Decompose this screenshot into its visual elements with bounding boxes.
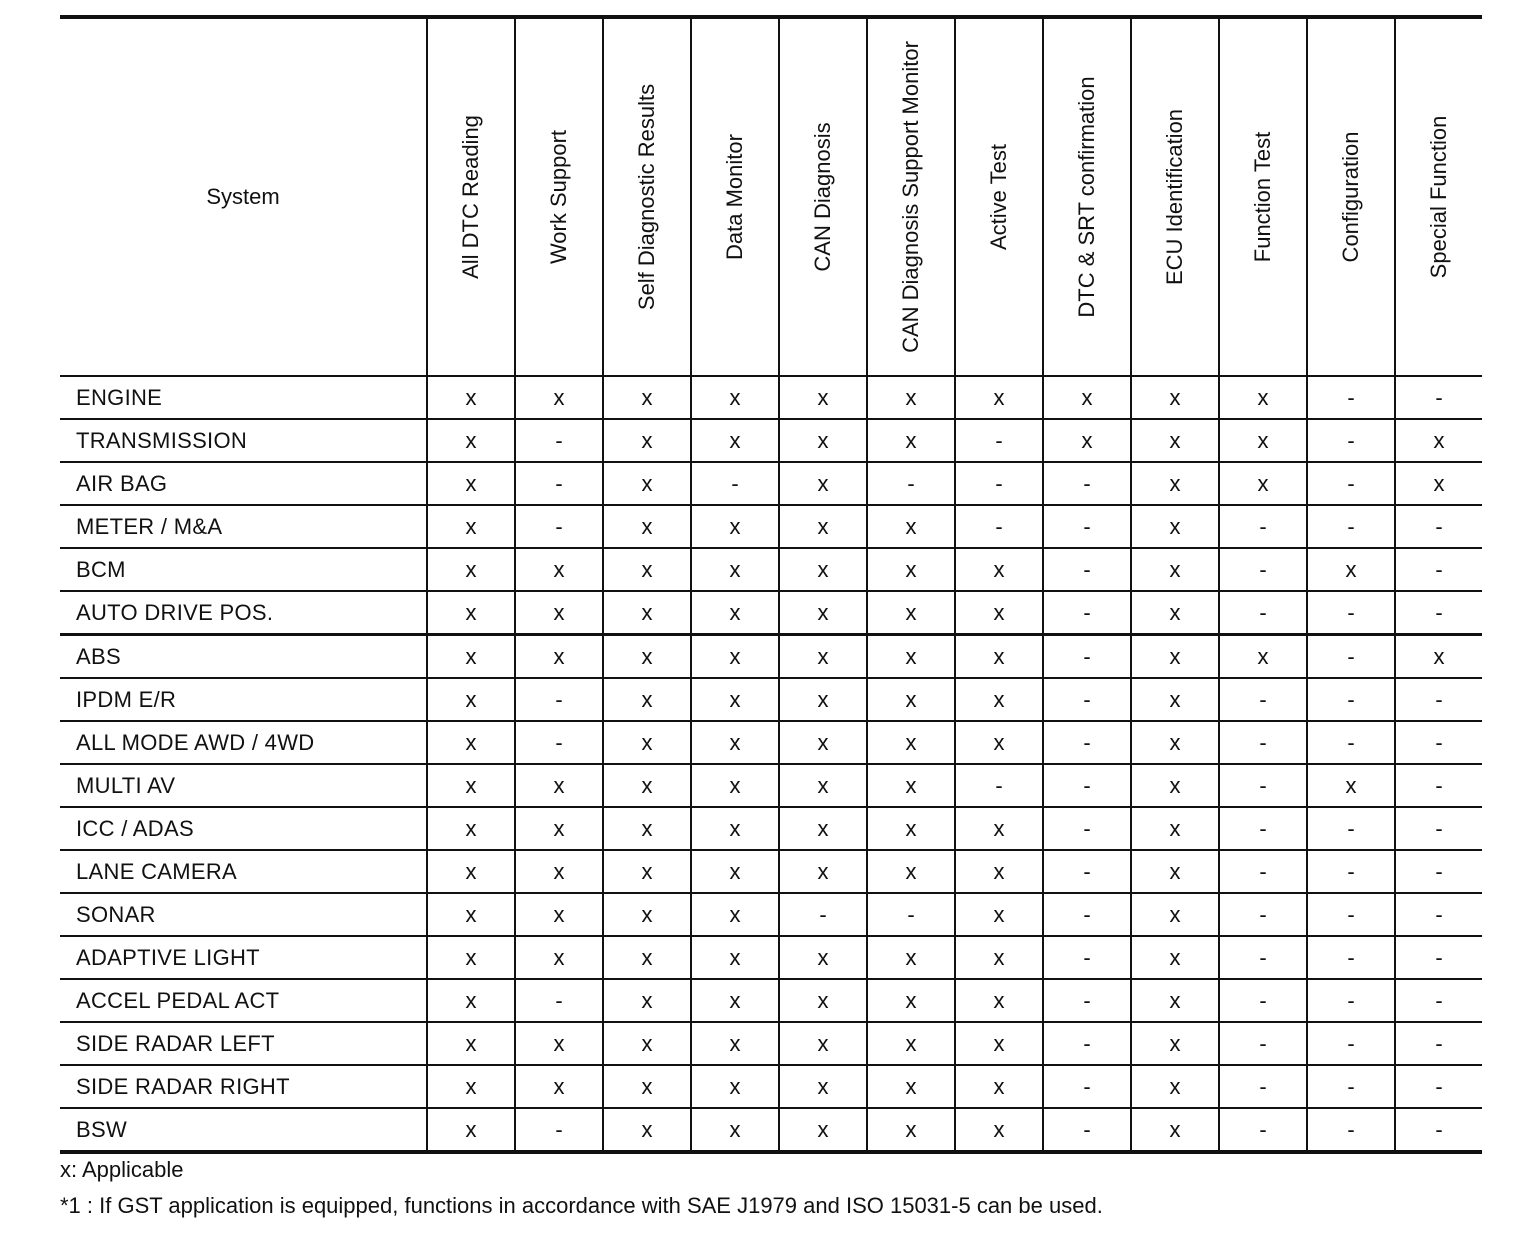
applicability-cell: x [603, 462, 691, 505]
column-header-label: CAN Diagnosis [810, 122, 835, 272]
applicability-cell: x [955, 1065, 1043, 1108]
column-header-label: DTC & SRT confirmation [1074, 76, 1099, 318]
applicability-cell: - [1395, 1022, 1482, 1065]
table-row [60, 505, 1482, 548]
applicability-cell: x [691, 635, 779, 679]
applicability-cell: x [691, 764, 779, 807]
applicability-cell: x [867, 1108, 955, 1152]
applicability-cell: x [691, 505, 779, 548]
table-row [60, 979, 1482, 1022]
column-header [1219, 17, 1307, 376]
applicability-cell: x [515, 1022, 603, 1065]
table-row [60, 1022, 1482, 1065]
table-row [60, 548, 1482, 591]
applicability-cell: x [603, 419, 691, 462]
applicability-cell: x [1131, 1065, 1219, 1108]
applicability-cell: x [779, 850, 867, 893]
system-name-cell: ABS [60, 635, 427, 679]
applicability-cell: x [603, 893, 691, 936]
applicability-cell: x [603, 979, 691, 1022]
applicability-cell: - [955, 505, 1043, 548]
applicability-cell: x [1131, 635, 1219, 679]
applicability-cell: x [691, 721, 779, 764]
applicability-cell: x [1131, 850, 1219, 893]
system-name-cell: IPDM E/R [60, 678, 427, 721]
applicability-cell: x [1131, 462, 1219, 505]
table-row [60, 1065, 1482, 1108]
applicability-cell: x [691, 807, 779, 850]
applicability-cell: - [1307, 678, 1395, 721]
applicability-cell: - [1395, 505, 1482, 548]
applicability-cell: - [1395, 376, 1482, 419]
applicability-cell: - [867, 462, 955, 505]
applicability-cell: - [515, 979, 603, 1022]
applicability-cell: x [691, 678, 779, 721]
applicability-cell: - [1307, 1022, 1395, 1065]
applicability-cell: x [1131, 979, 1219, 1022]
applicability-cell: x [515, 1065, 603, 1108]
applicability-cell: x [1219, 419, 1307, 462]
applicability-cell: x [515, 893, 603, 936]
applicability-cell: x [867, 591, 955, 635]
legend-note: x: Applicable [60, 1157, 184, 1182]
applicability-cell: - [1307, 505, 1395, 548]
applicability-cell: - [1219, 591, 1307, 635]
applicability-cell: - [1043, 678, 1131, 721]
applicability-cell: x [955, 721, 1043, 764]
applicability-cell: x [515, 635, 603, 679]
applicability-cell: x [867, 979, 955, 1022]
applicability-cell: x [603, 591, 691, 635]
applicability-cell: x [427, 505, 515, 548]
column-header [867, 17, 955, 376]
applicability-cell: - [1219, 893, 1307, 936]
table-row [60, 764, 1482, 807]
applicability-cell: x [955, 1022, 1043, 1065]
applicability-cell: x [867, 635, 955, 679]
applicability-cell: x [779, 678, 867, 721]
applicability-cell: x [427, 548, 515, 591]
applicability-cell: - [1395, 979, 1482, 1022]
applicability-cell: - [1043, 1108, 1131, 1152]
applicability-cell: x [427, 1108, 515, 1152]
applicability-cell: - [1307, 591, 1395, 635]
applicability-cell: x [955, 1108, 1043, 1152]
column-header [1307, 17, 1395, 376]
applicability-cell: - [515, 419, 603, 462]
applicability-cell: - [1395, 936, 1482, 979]
applicability-cell: x [955, 850, 1043, 893]
applicability-cell: x [691, 979, 779, 1022]
applicability-cell: x [1043, 376, 1131, 419]
applicability-cell: x [955, 635, 1043, 679]
applicability-cell: x [1131, 1022, 1219, 1065]
applicability-cell: x [867, 721, 955, 764]
applicability-cell: - [1043, 850, 1131, 893]
applicability-cell: x [603, 1108, 691, 1152]
applicability-cell: - [1219, 678, 1307, 721]
applicability-cell: x [603, 764, 691, 807]
applicability-cell: x [1043, 419, 1131, 462]
applicability-cell: x [867, 807, 955, 850]
applicability-cell: x [1131, 721, 1219, 764]
applicability-cell: x [779, 979, 867, 1022]
applicability-cell: x [1219, 376, 1307, 419]
column-header [955, 17, 1043, 376]
applicability-cell: x [867, 1065, 955, 1108]
applicability-cell: x [779, 807, 867, 850]
applicability-cell: - [515, 505, 603, 548]
applicability-cell: x [867, 376, 955, 419]
applicability-cell: - [1307, 807, 1395, 850]
column-header-label: Data Monitor [722, 134, 747, 260]
applicability-cell: x [955, 979, 1043, 1022]
applicability-cell: x [427, 1065, 515, 1108]
applicability-cell: x [955, 893, 1043, 936]
applicability-cell: x [691, 936, 779, 979]
applicability-cell: x [779, 1108, 867, 1152]
applicability-cell: x [1131, 376, 1219, 419]
applicability-cell: x [515, 548, 603, 591]
applicability-cell: - [1043, 979, 1131, 1022]
system-name-cell: ALL MODE AWD / 4WD [60, 721, 427, 764]
applicability-cell: - [1043, 764, 1131, 807]
applicability-cell: - [1307, 376, 1395, 419]
applicability-cell: - [1395, 548, 1482, 591]
applicability-cell: x [603, 721, 691, 764]
system-name-cell: ACCEL PEDAL ACT [60, 979, 427, 1022]
applicability-cell: x [867, 850, 955, 893]
applicability-cell: - [1219, 1065, 1307, 1108]
column-header [603, 17, 691, 376]
column-header [779, 17, 867, 376]
applicability-cell: x [691, 1108, 779, 1152]
applicability-cell: x [955, 807, 1043, 850]
applicability-cell: x [427, 807, 515, 850]
applicability-cell: x [427, 936, 515, 979]
applicability-cell: x [691, 419, 779, 462]
applicability-cell: x [779, 419, 867, 462]
applicability-cell: x [779, 721, 867, 764]
applicability-cell: - [1307, 1065, 1395, 1108]
applicability-cell: - [1043, 936, 1131, 979]
applicability-cell: x [515, 807, 603, 850]
applicability-cell: - [1395, 591, 1482, 635]
applicability-cell: x [779, 591, 867, 635]
table-body [60, 376, 1482, 1152]
applicability-cell: x [515, 591, 603, 635]
table-row [60, 893, 1482, 936]
column-header-label: Configuration [1338, 131, 1363, 263]
applicability-cell: - [955, 419, 1043, 462]
applicability-cell: x [779, 548, 867, 591]
applicability-cell: x [867, 1022, 955, 1065]
applicability-cell: x [779, 505, 867, 548]
system-name-cell: BSW [76, 1116, 128, 1142]
applicability-cell: x [1131, 505, 1219, 548]
applicability-cell: - [779, 893, 867, 936]
applicability-cell: - [1307, 1108, 1395, 1152]
function-matrix-table [60, 15, 1482, 1154]
system-name-cell: AUTO DRIVE POS. [60, 591, 427, 635]
applicability-cell: - [1395, 1065, 1482, 1108]
applicability-cell: x [691, 548, 779, 591]
applicability-cell: x [1395, 419, 1482, 462]
table-row [60, 1108, 1482, 1152]
column-header-label: Function Test [1250, 131, 1275, 263]
applicability-cell: - [1395, 850, 1482, 893]
system-name-cell: SIDE RADAR LEFT [60, 1022, 427, 1065]
column-header [515, 17, 603, 376]
applicability-cell: x [691, 893, 779, 936]
table-row [60, 936, 1482, 979]
applicability-cell: x [427, 462, 515, 505]
applicability-cell: x [427, 591, 515, 635]
applicability-cell: - [1395, 764, 1482, 807]
applicability-cell: x [515, 936, 603, 979]
applicability-cell: - [1043, 462, 1131, 505]
applicability-cell: x [691, 376, 779, 419]
column-header [1395, 17, 1482, 376]
applicability-cell: x [867, 548, 955, 591]
applicability-cell: x [1307, 764, 1395, 807]
applicability-cell: x [867, 936, 955, 979]
table-row [60, 635, 1482, 679]
applicability-cell: - [1395, 1108, 1482, 1152]
applicability-cell: - [1219, 979, 1307, 1022]
applicability-cell: - [1395, 893, 1482, 936]
applicability-cell: - [1307, 893, 1395, 936]
applicability-cell: x [427, 635, 515, 679]
applicability-cell: x [691, 850, 779, 893]
applicability-cell: x [867, 678, 955, 721]
applicability-cell: x [1131, 591, 1219, 635]
column-header-label: Active Test [986, 144, 1011, 250]
system-name-cell: SIDE RADAR RIGHT [60, 1065, 427, 1108]
system-name-cell: ICC / ADAS [60, 807, 427, 850]
system-name-cell: ENGINE [60, 376, 427, 419]
footnote: *1 : If GST application is equipped, functions in accordance with SAE J1979 and ISO 15031-5 can be used. [60, 1193, 1103, 1218]
applicability-cell: - [1219, 1022, 1307, 1065]
applicability-cell: x [603, 1022, 691, 1065]
applicability-cell: - [1219, 936, 1307, 979]
applicability-cell: - [1043, 721, 1131, 764]
applicability-cell: x [603, 850, 691, 893]
table-row [60, 462, 1482, 505]
column-header-label: CAN Diagnosis Support Monitor [898, 41, 923, 353]
applicability-cell: - [1395, 678, 1482, 721]
column-header-label: Work Support [546, 129, 571, 265]
applicability-cell: - [515, 1108, 603, 1152]
table-row [60, 419, 1482, 462]
applicability-cell: - [1219, 850, 1307, 893]
applicability-cell: x [603, 936, 691, 979]
table-row [60, 850, 1482, 893]
applicability-cell: x [515, 764, 603, 807]
applicability-cell: - [1307, 850, 1395, 893]
applicability-cell: x [779, 376, 867, 419]
applicability-cell: - [1043, 1022, 1131, 1065]
applicability-cell: x [1131, 807, 1219, 850]
applicability-cell: - [1043, 1065, 1131, 1108]
table-row [60, 376, 1482, 419]
system-column-header: System [60, 17, 427, 376]
applicability-cell: - [1219, 807, 1307, 850]
applicability-cell: - [515, 462, 603, 505]
column-header [691, 17, 779, 376]
applicability-cell: x [1395, 462, 1482, 505]
applicability-cell: x [691, 1022, 779, 1065]
applicability-cell: - [1395, 807, 1482, 850]
applicability-cell: x [603, 678, 691, 721]
table-row [60, 591, 1482, 635]
applicability-cell: - [1307, 635, 1395, 679]
applicability-cell: x [1131, 893, 1219, 936]
applicability-cell: x [603, 807, 691, 850]
applicability-cell: x [427, 1022, 515, 1065]
applicability-cell: x [1219, 635, 1307, 679]
applicability-cell: - [1043, 893, 1131, 936]
applicability-cell: x [603, 376, 691, 419]
applicability-cell: x [779, 635, 867, 679]
column-header-label: Self Diagnostic Results [634, 83, 659, 311]
system-name-cell: METER / M&A [60, 505, 427, 548]
applicability-cell: x [427, 678, 515, 721]
applicability-cell: - [1043, 807, 1131, 850]
column-header [427, 17, 515, 376]
applicability-cell: x [955, 936, 1043, 979]
applicability-cell: x [1307, 548, 1395, 591]
applicability-cell: x [779, 1022, 867, 1065]
applicability-cell: - [1307, 979, 1395, 1022]
applicability-cell: x [603, 1065, 691, 1108]
applicability-cell: - [1307, 936, 1395, 979]
system-name-cell: MULTI AV [60, 764, 427, 807]
table-row [60, 678, 1482, 721]
applicability-cell: x [955, 591, 1043, 635]
applicability-cell: - [1219, 721, 1307, 764]
applicability-cell: - [1043, 635, 1131, 679]
applicability-cell: x [867, 505, 955, 548]
applicability-cell: x [955, 376, 1043, 419]
applicability-cell: x [1131, 1108, 1219, 1152]
system-name-cell: LANE CAMERA [60, 850, 427, 893]
applicability-cell: x [603, 635, 691, 679]
applicability-cell: - [1307, 721, 1395, 764]
applicability-cell: - [1307, 462, 1395, 505]
applicability-cell: x [427, 850, 515, 893]
applicability-cell: x [603, 548, 691, 591]
applicability-cell: - [1219, 505, 1307, 548]
applicability-cell: x [603, 505, 691, 548]
applicability-cell: x [955, 678, 1043, 721]
table-row [60, 721, 1482, 764]
applicability-cell: x [779, 936, 867, 979]
column-header [1131, 17, 1219, 376]
column-header-label: Special Function [1426, 115, 1451, 279]
table-row [60, 807, 1482, 850]
system-name-cell: SONAR [60, 893, 427, 936]
applicability-cell: x [1219, 462, 1307, 505]
applicability-cell: x [867, 764, 955, 807]
applicability-cell: - [515, 721, 603, 764]
applicability-cell: x [1131, 678, 1219, 721]
applicability-cell: - [1395, 721, 1482, 764]
applicability-cell: x [427, 893, 515, 936]
applicability-cell: x [1131, 936, 1219, 979]
system-name-cell: BCM [60, 548, 427, 591]
applicability-cell: x [955, 548, 1043, 591]
applicability-cell: x [691, 591, 779, 635]
applicability-cell: x [427, 419, 515, 462]
applicability-cell: x [779, 1065, 867, 1108]
column-header-label: All DTC Reading [458, 115, 483, 279]
applicability-cell: - [955, 764, 1043, 807]
applicability-cell: x [427, 764, 515, 807]
applicability-cell: - [1043, 591, 1131, 635]
applicability-cell: - [867, 893, 955, 936]
applicability-cell: x [427, 979, 515, 1022]
applicability-cell: - [1219, 1108, 1307, 1152]
applicability-cell: x [867, 419, 955, 462]
applicability-cell: - [691, 462, 779, 505]
applicability-cell: x [1131, 764, 1219, 807]
applicability-cell: - [955, 462, 1043, 505]
applicability-cell: x [427, 721, 515, 764]
applicability-cell: x [779, 764, 867, 807]
applicability-cell: x [691, 1065, 779, 1108]
column-header [1043, 17, 1131, 376]
applicability-cell: - [515, 678, 603, 721]
applicability-cell: x [1131, 419, 1219, 462]
applicability-cell: - [1307, 419, 1395, 462]
applicability-cell: x [779, 462, 867, 505]
system-name-cell: ADAPTIVE LIGHT [60, 936, 427, 979]
applicability-cell: - [1219, 548, 1307, 591]
applicability-cell: - [1043, 548, 1131, 591]
applicability-cell: - [1043, 505, 1131, 548]
applicability-cell: x [515, 376, 603, 419]
table-header-row [60, 17, 1482, 376]
applicability-cell: x [427, 376, 515, 419]
system-name-cell: AIR BAG [60, 462, 427, 505]
applicability-cell: x [1131, 548, 1219, 591]
applicability-cell: - [1219, 764, 1307, 807]
column-header-label: ECU Identification [1162, 108, 1187, 286]
applicability-cell: x [515, 850, 603, 893]
system-name-cell: TRANSMISSION [60, 419, 427, 462]
applicability-cell: x [1395, 635, 1482, 679]
